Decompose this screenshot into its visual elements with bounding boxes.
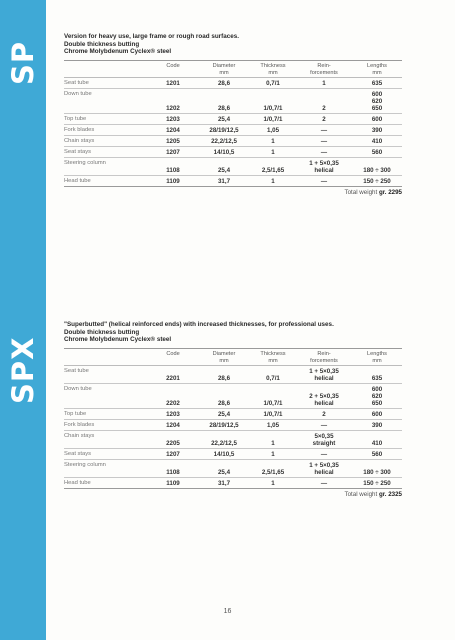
diameter-cell: 28/19/12,5 bbox=[198, 420, 250, 431]
sp-desc-line3: Chrome Molybdenum Cyclex® steel bbox=[64, 48, 172, 56]
code-cell: 2205 bbox=[148, 431, 198, 449]
reinforcements-cell: — bbox=[296, 147, 352, 158]
diameter-cell: 14/10,5 bbox=[198, 449, 250, 460]
diameter-cell: 25,4 bbox=[198, 158, 250, 176]
reinforcements-cell: 2 + 5×0,35 helical bbox=[296, 384, 352, 409]
lengths-cell: 150 ÷ 250 bbox=[352, 176, 402, 187]
lengths-cell: 635 bbox=[352, 366, 402, 384]
part-name-cell: Fork blades bbox=[64, 420, 148, 431]
code-cell: 2201 bbox=[148, 366, 198, 384]
diameter-cell: 28/19/12,5 bbox=[198, 125, 250, 136]
lengths-cell: 180 ÷ 300 bbox=[352, 460, 402, 478]
part-name-cell: Head tube bbox=[64, 478, 148, 489]
code-cell: 1207 bbox=[148, 147, 198, 158]
reinforcements-cell: — bbox=[296, 478, 352, 489]
diameter-cell: 31,7 bbox=[198, 478, 250, 489]
table-row bbox=[64, 366, 402, 384]
spx-tube-table bbox=[64, 348, 402, 490]
header-thickness: Thickness mm bbox=[250, 60, 296, 78]
reinforcements-cell: — bbox=[296, 176, 352, 187]
table-row bbox=[64, 147, 402, 158]
reinforcements-cell: 1 + 5×0,35 helical bbox=[296, 460, 352, 478]
thickness-cell: 1/0,7/1 bbox=[250, 384, 296, 409]
table-row bbox=[64, 136, 402, 147]
lengths-cell: 410 bbox=[352, 136, 402, 147]
sp-desc-line1: Version for heavy use, large frame or rough road surfaces. bbox=[64, 33, 239, 40]
lengths-cell: 560 bbox=[352, 147, 402, 158]
sp-table-body bbox=[64, 78, 402, 187]
part-name-cell: Down tube bbox=[64, 89, 148, 114]
sp-vertical-title: SP bbox=[6, 40, 40, 86]
sidebar-band bbox=[0, 0, 46, 640]
part-name-cell: Steering column bbox=[64, 158, 148, 176]
reinforcements-cell: — bbox=[296, 420, 352, 431]
spx-table-body bbox=[64, 366, 402, 489]
table-row bbox=[64, 114, 402, 125]
spx-desc-line1: "Superbutted" (helical reinforced ends) with increased thicknesses, for professional uses. bbox=[64, 321, 334, 328]
lengths-cell: 390 bbox=[352, 125, 402, 136]
table-row bbox=[64, 158, 402, 176]
code-cell: 1207 bbox=[148, 449, 198, 460]
part-name-cell: Seat tube bbox=[64, 366, 148, 384]
table-row bbox=[64, 449, 402, 460]
part-name-cell: Seat tube bbox=[64, 78, 148, 89]
lengths-cell: 600 bbox=[352, 114, 402, 125]
lengths-cell: 600 bbox=[352, 409, 402, 420]
lengths-cell: 560 bbox=[352, 449, 402, 460]
table-row bbox=[64, 78, 402, 89]
diameter-cell: 25,4 bbox=[198, 114, 250, 125]
header-diameter: Diameter mm bbox=[198, 348, 250, 366]
code-cell: 1202 bbox=[148, 89, 198, 114]
header-thickness: Thickness mm bbox=[250, 348, 296, 366]
code-cell: 1204 bbox=[148, 420, 198, 431]
thickness-cell: 0,7/1 bbox=[250, 78, 296, 89]
spx-description bbox=[64, 321, 402, 344]
diameter-cell: 22,2/12,5 bbox=[198, 136, 250, 147]
diameter-cell: 22,2/12,5 bbox=[198, 431, 250, 449]
header-reinforcements: Rein- forcements bbox=[296, 60, 352, 78]
reinforcements-cell: — bbox=[296, 125, 352, 136]
header-diameter: Diameter mm bbox=[198, 60, 250, 78]
lengths-cell: 600 620 650 bbox=[352, 89, 402, 114]
reinforcements-cell: 2 bbox=[296, 114, 352, 125]
header-code: Code bbox=[148, 348, 198, 366]
spx-section bbox=[64, 321, 402, 498]
thickness-cell: 1 bbox=[250, 176, 296, 187]
reinforcements-cell: 2 bbox=[296, 409, 352, 420]
lengths-cell: 150 ÷ 250 bbox=[352, 478, 402, 489]
table-row bbox=[64, 125, 402, 136]
sp-desc-line2: Double thickness butting bbox=[64, 40, 140, 48]
table-header-row bbox=[64, 348, 402, 366]
part-name-cell: Head tube bbox=[64, 176, 148, 187]
diameter-cell: 31,7 bbox=[198, 176, 250, 187]
code-cell: 1109 bbox=[148, 478, 198, 489]
code-cell: 2202 bbox=[148, 384, 198, 409]
diameter-cell: 25,4 bbox=[198, 460, 250, 478]
spx-desc-line3: Chrome Molybdenum Cyclex® steel bbox=[64, 336, 172, 344]
thickness-cell: 1,05 bbox=[250, 420, 296, 431]
diameter-cell: 28,6 bbox=[198, 89, 250, 114]
lengths-cell: 410 bbox=[352, 431, 402, 449]
diameter-cell: 28,6 bbox=[198, 366, 250, 384]
reinforcements-cell: — bbox=[296, 449, 352, 460]
thickness-cell: 1/0,7/1 bbox=[250, 409, 296, 420]
part-name-cell: Chain stays bbox=[64, 136, 148, 147]
reinforcements-cell: 1 bbox=[296, 78, 352, 89]
thickness-cell: 1 bbox=[250, 147, 296, 158]
part-name-cell: Fork blades bbox=[64, 125, 148, 136]
code-cell: 1204 bbox=[148, 125, 198, 136]
sp-description bbox=[64, 33, 402, 56]
part-name-cell: Seat stays bbox=[64, 147, 148, 158]
code-cell: 1108 bbox=[148, 158, 198, 176]
spx-vertical-title: SPX bbox=[6, 336, 40, 405]
diameter-cell: 28,6 bbox=[198, 384, 250, 409]
spx-total-weight: Total weight gr. 2325 bbox=[344, 491, 402, 499]
code-cell: 1203 bbox=[148, 114, 198, 125]
lengths-cell: 180 ÷ 300 bbox=[352, 158, 402, 176]
thickness-cell: 0,7/1 bbox=[250, 366, 296, 384]
thickness-cell: 1,05 bbox=[250, 125, 296, 136]
table-row bbox=[64, 89, 402, 114]
code-cell: 1109 bbox=[148, 176, 198, 187]
sp-tube-table bbox=[64, 60, 402, 188]
header-lengths: Lengths mm bbox=[352, 348, 402, 366]
header-part bbox=[64, 348, 148, 366]
thickness-cell: 1/0,7/1 bbox=[250, 89, 296, 114]
diameter-cell: 28,6 bbox=[198, 78, 250, 89]
thickness-cell: 1 bbox=[250, 136, 296, 147]
header-code: Code bbox=[148, 60, 198, 78]
spx-desc-line2: Double thickness butting bbox=[64, 328, 140, 336]
header-lengths: Lengths mm bbox=[352, 60, 402, 78]
part-name-cell: Steering column bbox=[64, 460, 148, 478]
reinforcements-cell: 5×0,35 straight bbox=[296, 431, 352, 449]
diameter-cell: 14/10,5 bbox=[198, 147, 250, 158]
reinforcements-cell: 1 + 5×0,35 helical bbox=[296, 366, 352, 384]
table-row bbox=[64, 460, 402, 478]
table-row bbox=[64, 384, 402, 409]
header-reinforcements: Rein- forcements bbox=[296, 348, 352, 366]
code-cell: 1201 bbox=[148, 78, 198, 89]
thickness-cell: 1 bbox=[250, 431, 296, 449]
code-cell: 1205 bbox=[148, 136, 198, 147]
table-row bbox=[64, 176, 402, 187]
thickness-cell: 2,5/1,65 bbox=[250, 460, 296, 478]
table-row bbox=[64, 409, 402, 420]
diameter-cell: 25,4 bbox=[198, 409, 250, 420]
part-name-cell: Seat stays bbox=[64, 449, 148, 460]
thickness-cell: 1/0,7/1 bbox=[250, 114, 296, 125]
table-header-row bbox=[64, 60, 402, 78]
code-cell: 1203 bbox=[148, 409, 198, 420]
lengths-cell: 600 620 650 bbox=[352, 384, 402, 409]
part-name-cell: Down tube bbox=[64, 384, 148, 409]
table-row bbox=[64, 420, 402, 431]
table-row bbox=[64, 478, 402, 489]
table-row bbox=[64, 431, 402, 449]
thickness-cell: 1 bbox=[250, 449, 296, 460]
lengths-cell: 390 bbox=[352, 420, 402, 431]
part-name-cell: Top tube bbox=[64, 409, 148, 420]
thickness-cell: 2,5/1,65 bbox=[250, 158, 296, 176]
reinforcements-cell: 1 + 5×0,35 helical bbox=[296, 158, 352, 176]
code-cell: 1108 bbox=[148, 460, 198, 478]
lengths-cell: 635 bbox=[352, 78, 402, 89]
part-name-cell: Top tube bbox=[64, 114, 148, 125]
thickness-cell: 1 bbox=[250, 478, 296, 489]
page-number: 16 bbox=[223, 608, 232, 615]
part-name-cell: Chain stays bbox=[64, 431, 148, 449]
header-part bbox=[64, 60, 148, 78]
reinforcements-cell: — bbox=[296, 136, 352, 147]
sp-total-weight: Total weight gr. 2295 bbox=[344, 189, 402, 197]
reinforcements-cell: 2 bbox=[296, 89, 352, 114]
sp-section bbox=[64, 33, 402, 196]
